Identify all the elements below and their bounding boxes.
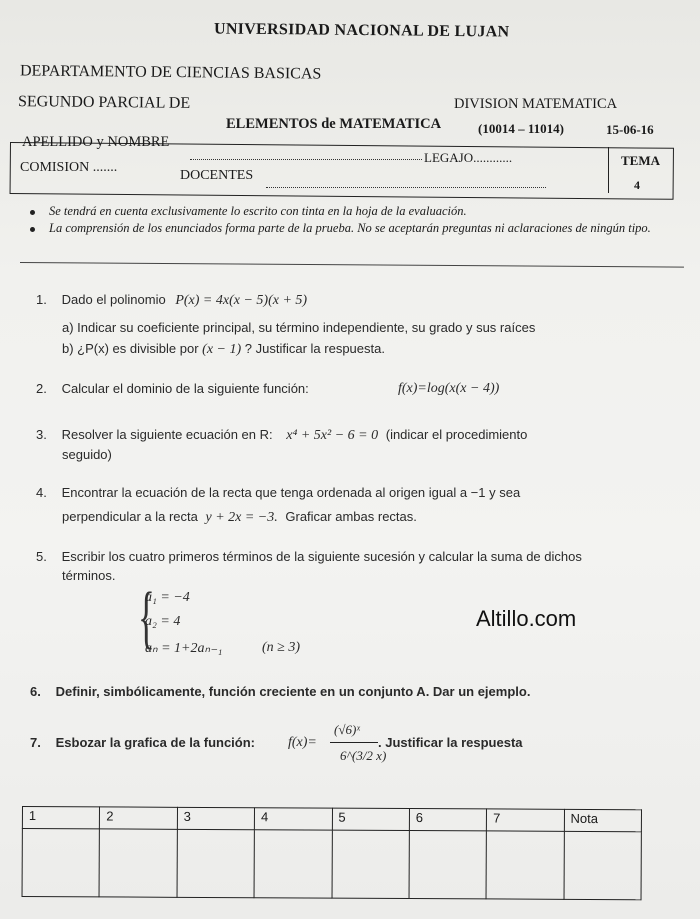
course-name: ELEMENTOS de MATEMATICA <box>226 116 442 132</box>
grade-header-7: 7 <box>487 809 564 831</box>
grade-header-5: 5 <box>332 808 409 830</box>
question-7: 7. Esbozar la grafica de la función: <box>30 735 256 750</box>
question-7-denominator: 6^(3/2 x) <box>340 748 387 763</box>
university-title: UNIVERSIDAD NACIONAL DE LUJAN <box>213 20 510 41</box>
grade-cell-4[interactable] <box>254 830 332 898</box>
grade-cell-6[interactable] <box>409 831 487 899</box>
fraction-bar <box>330 742 378 743</box>
grade-table <box>22 806 642 900</box>
grade-header-6: 6 <box>409 809 486 831</box>
question-4: 4. Encontrar la ecuación de la recta que tenga ordenada al origen igual a −1 y sea <box>36 485 521 500</box>
grade-cell-7[interactable] <box>486 831 564 899</box>
grade-header-1: 1 <box>22 807 99 829</box>
exam-type: SEGUNDO PARCIAL DE <box>17 93 191 112</box>
course-code: (10014 – 11014) <box>478 121 564 136</box>
docentes-field[interactable] <box>266 180 546 188</box>
question-1b: b) ¿P(x) es divisible por (x − 1) ? Justificar la respuesta. <box>62 341 385 357</box>
question-2-formula: f(x)=log(x(x − 4)) <box>398 381 500 396</box>
grade-header-2: 2 <box>100 807 177 829</box>
exam-date: 15-06-16 <box>606 122 654 137</box>
grade-table-header <box>22 807 641 832</box>
sequence-term-2: a₂ = 4 <box>145 614 181 629</box>
legajo-label: LEGAJO............ <box>424 150 513 165</box>
grade-header-nota: Nota <box>564 809 641 831</box>
instruction-1: Se tendrá en cuenta exclusivamente lo escrito con tinta en la hoja de la evaluación. <box>30 204 467 219</box>
question-6: 6. Definir, simbólicamente, función creciente en un conjunto A. Dar un ejemplo. <box>30 684 531 699</box>
division-title: DIVISION MATEMATICA <box>454 96 618 112</box>
department-title: DEPARTAMENTO DE CIENCIAS BASICAS <box>19 62 322 83</box>
question-5: 5. Escribir los cuatro primeros términos de la siguiente sucesión y calcular la suma de dichos <box>36 549 582 564</box>
question-7-suffix: . Justificar la respuesta <box>378 735 523 750</box>
name-label: APELLIDO y NOMBRE <box>22 134 170 150</box>
instruction-2: La comprensión de los enunciados forma parte de la prueba. No se aceptarán preguntas ni aclaraciones de ningún tipo. <box>30 220 680 236</box>
question-1a: a) Indicar su coeficiente principal, su término independiente, su grado y sus raíces <box>62 320 536 335</box>
comision-label: COMISION ....... <box>20 160 118 175</box>
bullet-icon <box>30 227 35 232</box>
grade-cell-5[interactable] <box>332 830 410 898</box>
question-2: 2. Calcular el dominio de la siguiente función: <box>36 381 309 396</box>
question-7-lhs: f(x)= <box>288 735 317 750</box>
grade-cell-2[interactable] <box>99 829 177 897</box>
question-4-line2: perpendicular a la recta y + 2x = −3. Graficar ambas rectas. <box>62 509 417 525</box>
watermark: Altillo.com <box>476 606 577 631</box>
bullet-icon <box>30 210 35 215</box>
question-3-line2: seguido) <box>62 447 112 462</box>
docentes-label: DOCENTES <box>180 168 254 183</box>
divider <box>20 262 684 268</box>
question-5-line2: términos. <box>62 568 116 583</box>
grade-header-3: 3 <box>177 807 254 829</box>
sequence-term-1: a₁ = −4 <box>145 590 190 605</box>
sequence-recursion: aₙ = 1+2aₙ₋₁ <box>145 641 223 656</box>
tema-label: TEMA <box>621 153 660 168</box>
grade-table-row <box>22 829 641 900</box>
question-1: 1. Dado el polinomio P(x) = 4x(x − 5)(x + 5) <box>36 292 308 308</box>
grade-cell-nota[interactable] <box>564 831 642 899</box>
question-3: 3. Resolver la siguiente ecuación en R: x⁴ + 5x² − 6 = 0 (indicar el procedimiento <box>36 427 528 443</box>
grade-header-4: 4 <box>255 808 332 830</box>
question-7-numerator: (√6)ˣ <box>334 722 360 737</box>
sequence-condition: (n ≥ 3) <box>262 640 301 655</box>
name-field[interactable] <box>190 146 422 160</box>
tema-value: 4 <box>634 178 640 192</box>
grade-cell-1[interactable] <box>22 829 100 897</box>
grade-cell-3[interactable] <box>177 829 255 897</box>
brace-icon: { <box>138 579 155 656</box>
